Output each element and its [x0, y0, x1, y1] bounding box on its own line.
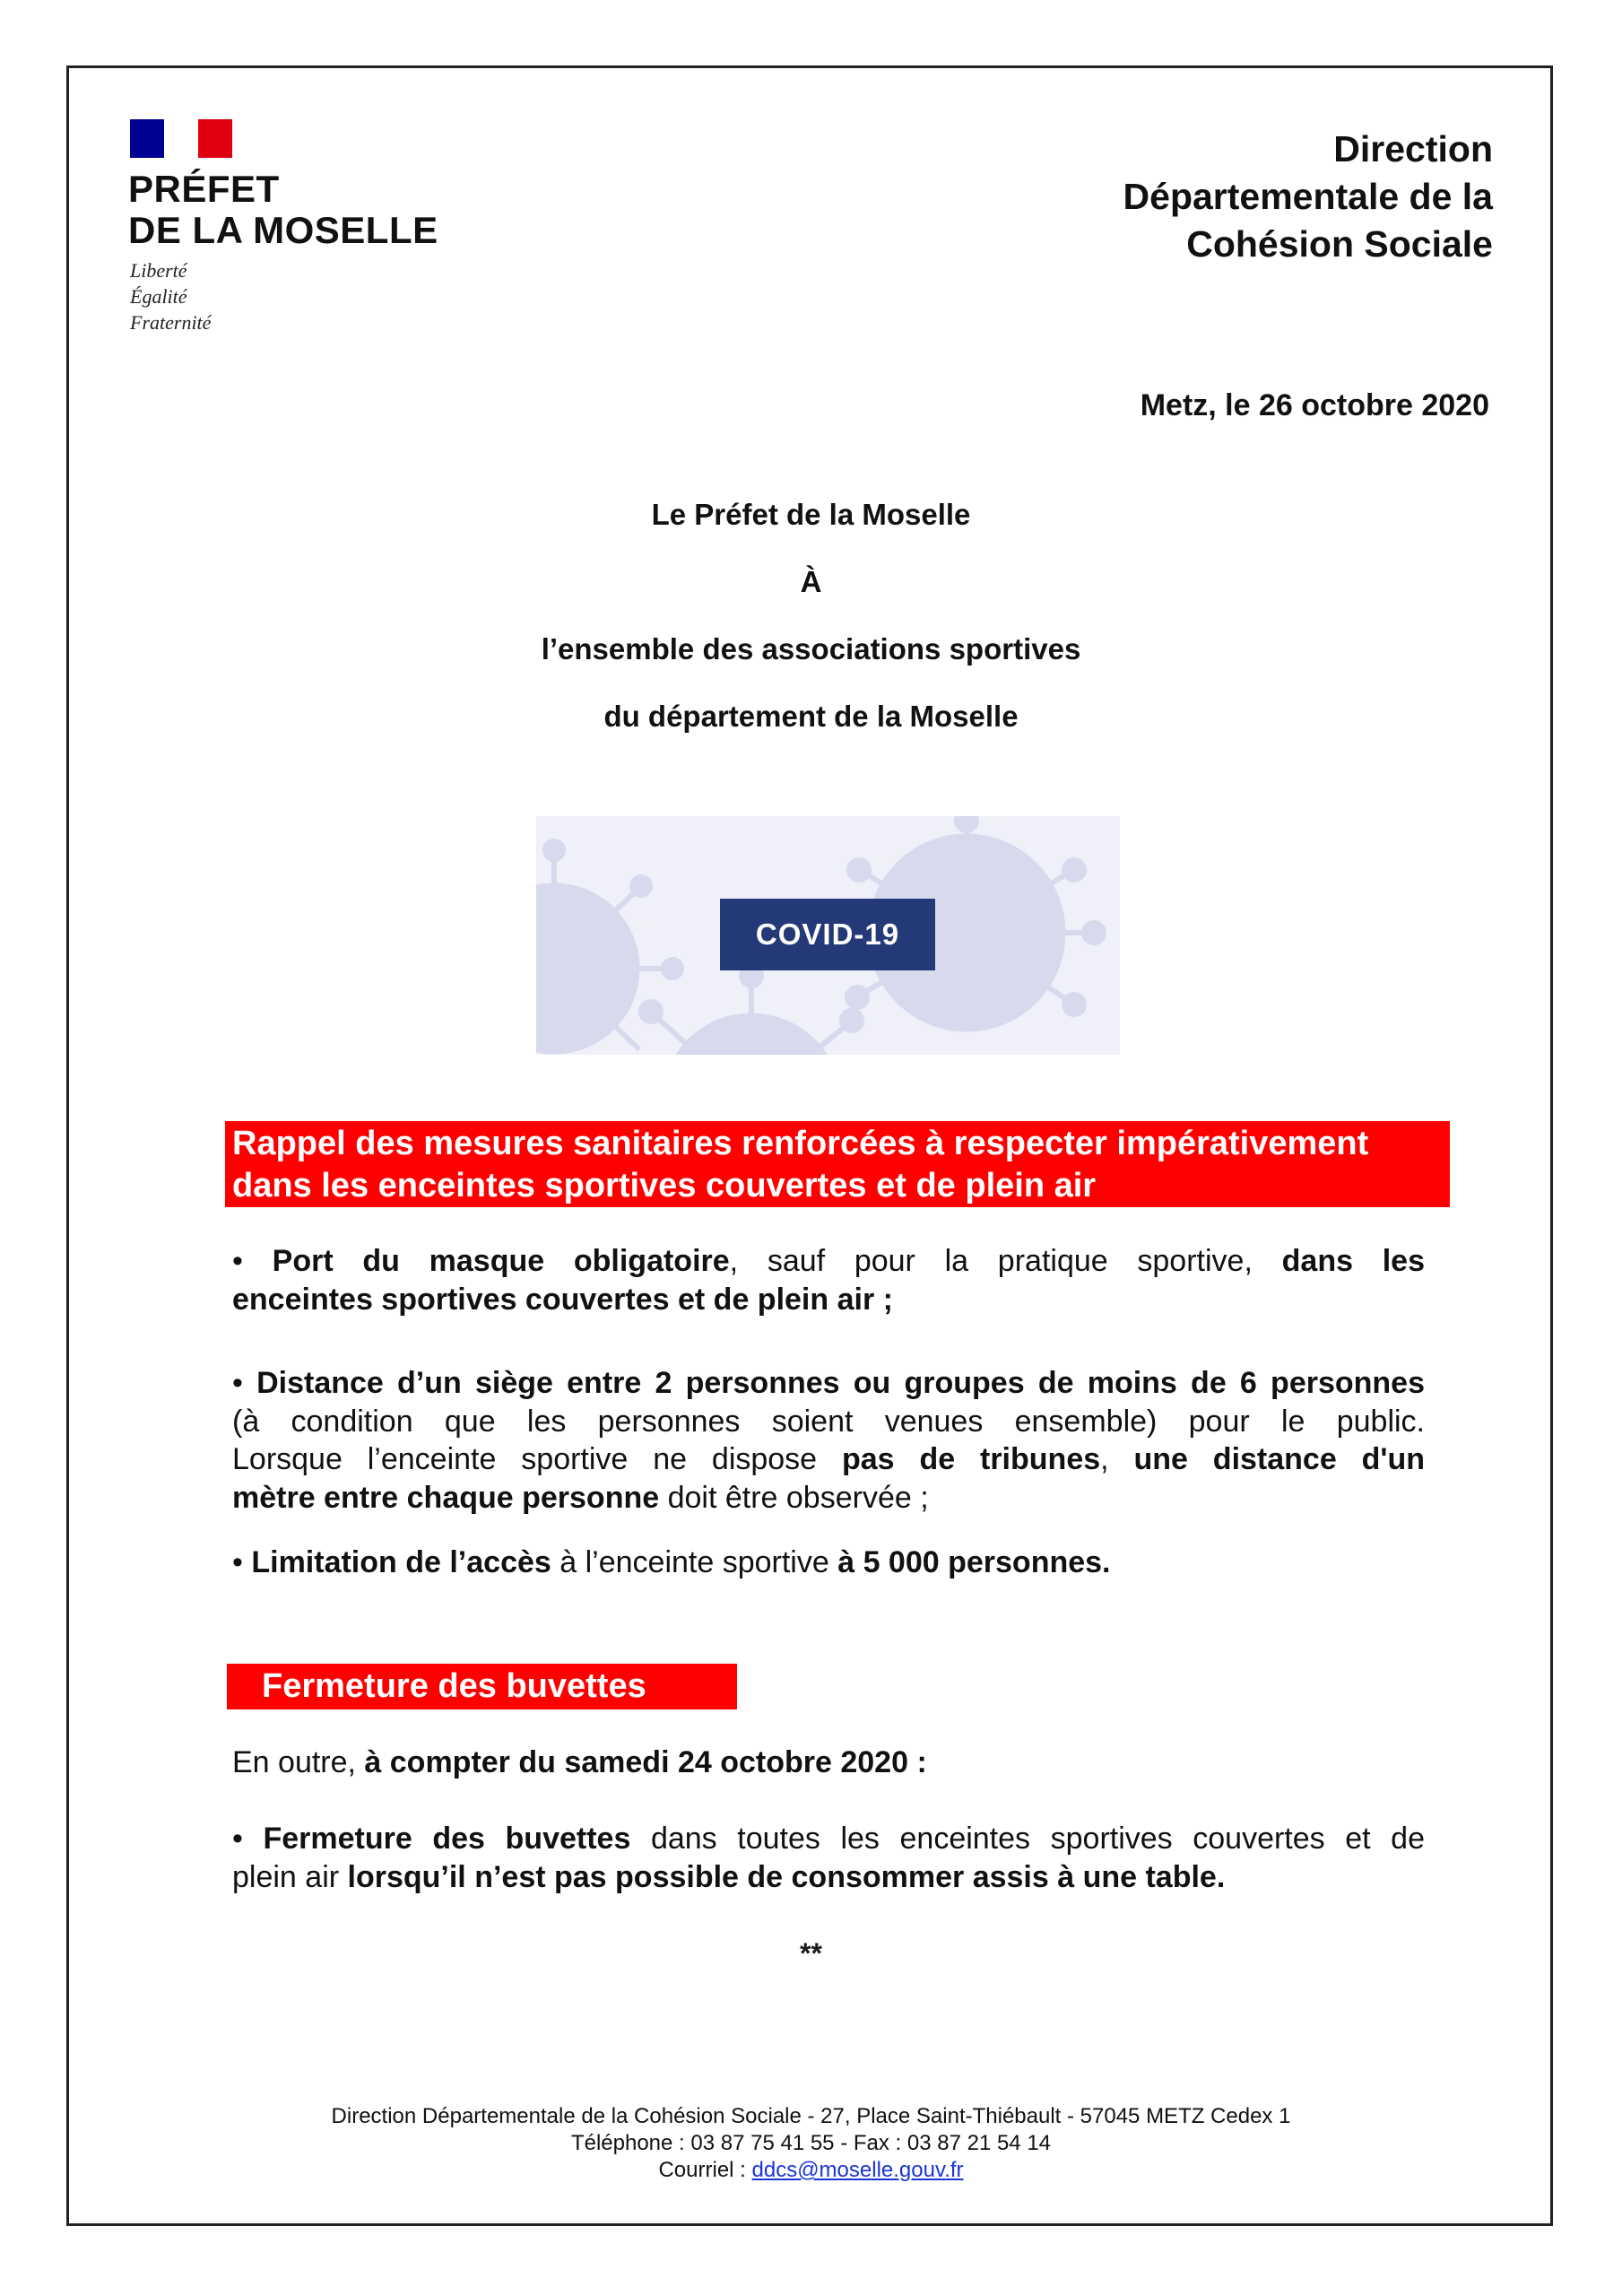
bullet-buvettes: [232, 1820, 1425, 1896]
bullet-limitation-bold: Limitation de l’accès: [251, 1545, 551, 1579]
footer-email-line: [0, 2157, 1622, 2184]
footer-courriel-label: Courriel :: [658, 2158, 752, 2182]
bullet-masque-bold3: enceintes sportives couvertes et de plein air ;: [232, 1282, 893, 1317]
bullet-distance-text1: (à condition que les personnes soient venues ensemble) pour le public.: [232, 1404, 1425, 1439]
bullet-distance-comma: ,: [1100, 1442, 1134, 1476]
bullet-limitation-bold2: à 5 000 personnes.: [837, 1545, 1111, 1579]
bullet-buvettes-text: dans toutes les enceintes sportives couvertes et de: [630, 1822, 1425, 1856]
logo-title-line2: DE LA MOSELLE: [128, 209, 438, 251]
logo-title-line1: PRÉFET: [128, 168, 280, 210]
section1-title-line2: dans les enceintes sportives couvertes et de plein air: [232, 1167, 1097, 1205]
footer-phone: Téléphone : 03 87 75 41 55 - Fax : 03 87 21 54 14: [570, 2131, 1052, 2155]
bullet-buvettes-bold: Fermeture des buvettes: [263, 1822, 631, 1856]
addressee-a: À: [800, 565, 822, 598]
section1-title-bar: [225, 1121, 1450, 1207]
bullet-distance-text2: Lorsque l’enceinte sportive ne dispose: [232, 1442, 842, 1476]
section2-title-bar: Fermeture des buvettes: [227, 1664, 737, 1709]
bullet-glyph: •: [232, 1244, 273, 1278]
bullet-limitation: [232, 1544, 1425, 1582]
devise-egalite: Égalité: [130, 285, 187, 308]
bullet-masque-text: , sauf pour la pratique sportive,: [729, 1244, 1282, 1278]
logo-devise: [130, 257, 211, 335]
bullet-masque: [232, 1242, 1425, 1318]
bullet-distance: [232, 1364, 1425, 1517]
bullet-distance-bold: Distance d’un siège entre 2 personnes ou groupes de moins de 6 personnes: [256, 1366, 1425, 1400]
letter-date: Metz, le 26 octobre 2020: [1140, 388, 1489, 422]
prefet-logo-title: [128, 169, 438, 251]
bullet-distance-bold4: mètre entre chaque personne: [232, 1480, 660, 1515]
direction-line2: Départementale de la: [1123, 176, 1493, 217]
bullet-buvettes-bold2: lorsqu’il n’est pas possible de consommer assis à une table.: [347, 1859, 1226, 1894]
bullet-limitation-text: à l’enceinte sportive: [551, 1545, 838, 1579]
sender-line: Le Préfet de la Moselle: [651, 498, 971, 531]
bullet-distance-text4: doit être observée ;: [659, 1480, 929, 1515]
covid-banner-image: [536, 816, 1120, 1055]
bullet-distance-bold3: une distance d'un: [1133, 1442, 1426, 1476]
bullet-glyph: •: [232, 1822, 264, 1856]
devise-fraternite: Fraternité: [130, 311, 212, 334]
section1-title-line1: Rappel des mesures sanitaires renforcées à respecter impérativement: [232, 1125, 1369, 1162]
recipient-line1: l’ensemble des associations sportives: [541, 632, 1081, 665]
covid-19-label: COVID-19: [720, 899, 935, 970]
recipient-line2: du département de la Moselle: [603, 700, 1019, 733]
section2-intro-text: En outre,: [232, 1745, 365, 1779]
direction-heading: [1123, 126, 1493, 268]
footer: [0, 2103, 1622, 2184]
section2-intro: [232, 1744, 1425, 1782]
devise-liberte: Liberté: [130, 259, 187, 282]
bullet-masque-bold: Port du masque obligatoire: [272, 1244, 730, 1278]
footer-email-link[interactable]: ddcs@moselle.gouv.fr: [751, 2158, 964, 2182]
section2-intro-bold: à compter du samedi 24 octobre 2020 :: [364, 1745, 927, 1779]
direction-line3: Cohésion Sociale: [1186, 223, 1493, 265]
bullet-distance-bold2: pas de tribunes: [841, 1442, 1101, 1476]
bullet-masque-bold2: dans les: [1281, 1244, 1425, 1278]
marianne-flag-logo: [130, 119, 232, 158]
footer-address: Direction Départementale de la Cohésion Sociale - 27, Place Saint-Thiébault - 57045 METZ Cedex 1: [331, 2104, 1291, 2128]
bullet-buvettes-text2: plein air: [232, 1859, 348, 1894]
separator-stars: **: [800, 1937, 822, 1970]
bullet-glyph: •: [232, 1366, 257, 1400]
direction-line1: Direction: [1333, 128, 1493, 170]
bullet-glyph: •: [232, 1545, 252, 1579]
